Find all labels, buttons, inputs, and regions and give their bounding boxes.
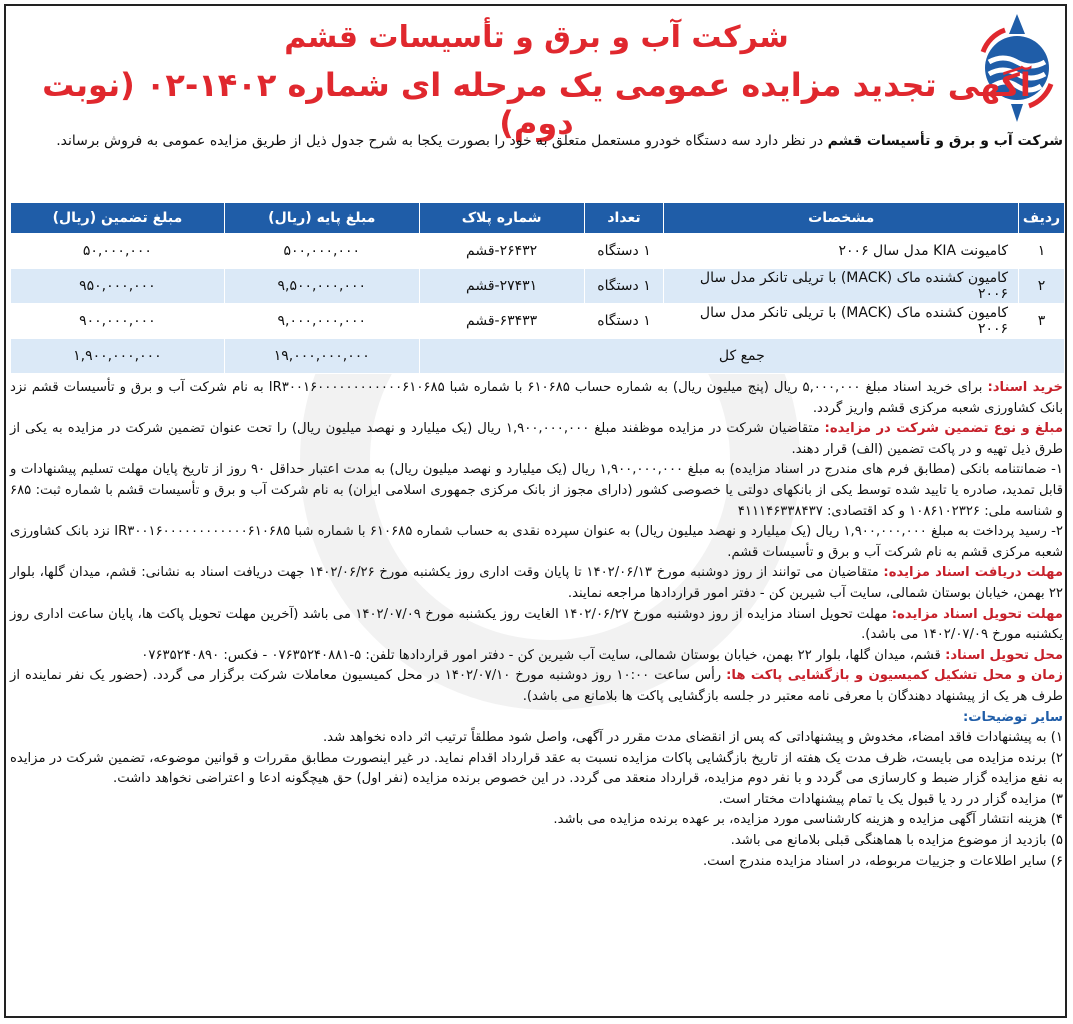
cell-plate: ۶۳۴۳۳-قشم xyxy=(419,304,584,339)
deliver-label: مهلت تحویل اسناد مزایده: xyxy=(891,606,1063,622)
header-base-price: مبلغ پایه (ریال) xyxy=(224,203,419,234)
receive-paragraph xyxy=(10,563,1063,604)
cell-guarantee: ۹۵۰,۰۰۰,۰۰۰ xyxy=(11,269,225,304)
opening-text: رأس ساعت ۱۰:۰۰ روز دوشنبه مورخ ۱۴۰۲/۰۷/۱۰ در محل کمیسیون معاملات شرکت برگزار می گردد. (حضور یک نفر نماینده از طرف هر یک از پیشنهاد دهندگان با معرفی نامه معتبر در جلسه بازگشایی پاکت ها بلامانع می باشد). xyxy=(10,668,1063,704)
guarantee-option-1: ۱- ضمانتنامه بانکی (مطابق فرم های مندرج در اسناد مزایده) به مبلغ ۱,۹۰۰,۰۰۰,۰۰۰ ریال (یک میلیارد و نهصد میلیون ریال) به مدت اعتبار حداقل ۹۰ روز از تاریخ پایان مهلت تسلیم پیشنهادات و قابل تمدید، صادره یا تایید شده توسط یکی از بانکهای دولتی یا خصوصی کشور (دارای مجوز از بانک مرکزی جمهوری اسلامی ایران) به نام شرکت آب و برق و تأسیسات قشم با شماره ثبت: ۶۸۵ و شناسه ملی: ۱۰۸۶۱۰۲۳۲۶ و کد اقتصادی: ۴۱۱۱۴۶۳۳۸۴۳۷ xyxy=(10,462,1063,519)
cell-row-num: ۳ xyxy=(1019,304,1065,339)
header-plate: شماره پلاک xyxy=(419,203,584,234)
table-row xyxy=(11,269,1065,304)
guarantee-paragraph xyxy=(10,419,1063,460)
table-row xyxy=(11,234,1065,269)
cell-base-price: ۹,۰۰۰,۰۰۰,۰۰۰ xyxy=(224,304,419,339)
cell-base-price: ۵۰۰,۰۰۰,۰۰۰ xyxy=(224,234,419,269)
page-subtitle: آگهی تجدید مزایده عمومی یک مرحله ای شماره ۱۴۰۲-۰۲ (نوبت دوم) xyxy=(42,66,1031,142)
purchase-text: برای خرید اسناد مبلغ ۵,۰۰۰,۰۰۰ ریال (پنج میلیون ریال) به شماره حساب ۶۱۰۶۸۵ با شماره شبا IR۳۰۰۱۶۰۰۰۰۰۰۰۰۰۰۰۰۶۱۰۶۸۵ به نام شرکت آب و برق و تأسیسات قشم نزد بانک کشاورزی شعبه مرکزی قشم واریز گردد. xyxy=(10,380,1063,416)
other-notes-heading: سایر توضیحات: xyxy=(963,709,1063,725)
cell-row-num: ۱ xyxy=(1019,234,1065,269)
cell-count: ۱ دستگاه xyxy=(584,304,664,339)
cell-plate: ۲۶۴۳۲-قشم xyxy=(419,234,584,269)
cell-guarantee: ۵۰,۰۰۰,۰۰۰ xyxy=(11,234,225,269)
note-item: ۳) مزایده گزار در رد یا قبول یک یا تمام پیشنهادات مختار است. xyxy=(718,791,1063,807)
deliver-text: مهلت تحویل اسناد مزایده از روز دوشنبه مورخ ۱۴۰۲/۰۶/۲۷ الغایت روز یکشنبه مورخ ۱۴۰۲/۰۷/۰۹ می باشد (آخرین مهلت تحویل پاکت ها، پایان ساعت اداری روز یکشنبه مورخ ۱۴۰۲/۰۷/۰۹ می باشد). xyxy=(10,606,1063,643)
guarantee-label: مبلغ و نوع تضمین شرکت در مزایده: xyxy=(824,421,1063,437)
items-table xyxy=(10,202,1065,374)
receive-text: متقاضیان می توانند از روز دوشنبه مورخ ۱۴۰۲/۰۶/۱۳ تا پایان وقت اداری روز یکشنبه مورخ ۱۴۰۲/۰۶/۲۶ جهت دریافت اسناد به نشانی: قشم، میدان گلها، بلوار ۲۲ بهمن، خیابان بوستان شمالی، سایت آب شیرین کن - دفتر امور قراردادها مراجعه نمایند. xyxy=(10,565,1063,601)
total-base-price: ۱۹,۰۰۰,۰۰۰,۰۰۰ xyxy=(224,339,419,374)
cell-count: ۱ دستگاه xyxy=(584,234,664,269)
header-count: تعداد xyxy=(584,203,664,234)
cell-desc: کامیون کشنده ماک (MACK) با تریلی تانکر مدل سال ۲۰۰۶ xyxy=(664,304,1019,339)
cell-row-num: ۲ xyxy=(1019,269,1065,304)
note-item: ۴) هزینه انتشار آگهی مزایده و هزینه کارشناسی مورد مزایده، بر عهده برنده مزایده می باشد. xyxy=(553,812,1063,828)
page-title: شرکت آب و برق و تأسیسات قشم xyxy=(284,20,789,55)
total-label: جمع کل xyxy=(419,339,1064,374)
place-paragraph xyxy=(10,646,1063,667)
intro-paragraph xyxy=(10,130,1063,152)
cell-guarantee: ۹۰۰,۰۰۰,۰۰۰ xyxy=(11,304,225,339)
cell-desc: کامیون کشنده ماک (MACK) با تریلی تانکر مدل سال ۲۰۰۶ xyxy=(664,269,1019,304)
header-guarantee: مبلغ تضمین (ریال) xyxy=(11,203,225,234)
header-desc: مشخصات xyxy=(664,203,1019,234)
guarantee-option-2: ۲- رسید پرداخت به مبلغ ۱,۹۰۰,۰۰۰,۰۰۰ ریال (یک میلیارد و نهصد میلیون ریال) به عنوان سپرده نقدی به حساب شماره ۶۱۰۶۸۵ با شماره شبا IR۳۰۰۱۶۰۰۰۰۰۰۰۰۰۰۰۰۶۱۰۶۸۵ نزد بانک کشاورزی شعبه مرکزی قشم به نام شرکت آب و برق و تأسیسات قشم. xyxy=(10,524,1063,560)
table-total-row xyxy=(11,339,1065,374)
opening-paragraph xyxy=(10,666,1063,707)
deliver-paragraph xyxy=(10,605,1063,646)
cell-count: ۱ دستگاه xyxy=(584,269,664,304)
header-row-num: ردیف xyxy=(1019,203,1065,234)
place-label: محل تحویل اسناد: xyxy=(945,647,1063,663)
note-item: ۶) سایر اطلاعات و جزییات مربوطه، در اسناد مزایده مندرج است. xyxy=(702,853,1063,869)
intro-text: در نظر دارد سه دستگاه خودرو مستعمل متعلق به خود را بصورت یکجا به شرح جدول ذیل از طریق مزایده عمومی به فروش برساند. xyxy=(56,133,828,149)
note-item: ۵) بازدید از موضوع مزایده با هماهنگی قبلی بلامانع می باشد. xyxy=(730,833,1063,849)
opening-label: زمان و محل تشکیل کمیسیون و بازگشایی پاکت ها: xyxy=(726,668,1063,684)
purchase-paragraph xyxy=(10,378,1063,419)
table-header-row xyxy=(11,203,1065,234)
receive-label: مهلت دریافت اسناد مزایده: xyxy=(883,565,1063,581)
table-row xyxy=(11,304,1065,339)
terms-body xyxy=(10,378,1063,872)
total-guarantee: ۱,۹۰۰,۰۰۰,۰۰۰ xyxy=(11,339,225,374)
intro-company: شرکت آب و برق و تأسیسات قشم xyxy=(827,133,1063,149)
purchase-label: خرید اسناد: xyxy=(987,380,1063,395)
guarantee-text: متقاضیان شرکت در مزایده موظفند مبلغ ۱,۹۰۰,۰۰۰,۰۰۰ ریال (یک میلیارد و نهصد میلیون ریال) را تحت عنوان تضمین شرکت در مزایده به یکی از طرق ذیل تهیه و در پاکت تضمین (الف) قرار دهند. xyxy=(10,421,1063,457)
place-text: قشم، میدان گلها، بلوار ۲۲ بهمن، خیابان بوستان شمالی، سایت آب شیرین کن - دفتر امور قراردادها تلفن: ۵-۰۷۶۳۵۲۴۰۸۸۱ - فکس: ۰۷۶۳۵۲۴۰۸۹۰ xyxy=(141,647,946,663)
cell-base-price: ۹,۵۰۰,۰۰۰,۰۰۰ xyxy=(224,269,419,304)
note-item: ۱) به پیشنهادات فاقد امضاء، مخدوش و پیشنهاداتی که پس از انقضای مدت مقرر در آگهی، واصل شود مطلقاً ترتیب اثر داده نخواهد شد. xyxy=(322,730,1063,746)
note-item: ۲) برنده مزایده می بایست، ظرف مدت یک هفته از تاریخ بازگشایی پاکات مزایده نسبت به عقد قرارداد اقدام نماید. در غیر اینصورت مطابق مقررات و قوانین موضوعه، تضمین شرکت در مزایده به نفع مزایده گزار ضبط و کارسازی می گردد و با نفر دوم مزایده، قرارداد منعقد می گردد. در این خصوص برنده مزایده (نفر اول) حق هیچگونه ادعا و اعتراضی نخواهد داشت. xyxy=(10,750,1063,787)
cell-plate: ۲۷۴۳۱-قشم xyxy=(419,269,584,304)
cell-desc: کامیونت KIA مدل سال ۲۰۰۶ xyxy=(664,234,1019,269)
